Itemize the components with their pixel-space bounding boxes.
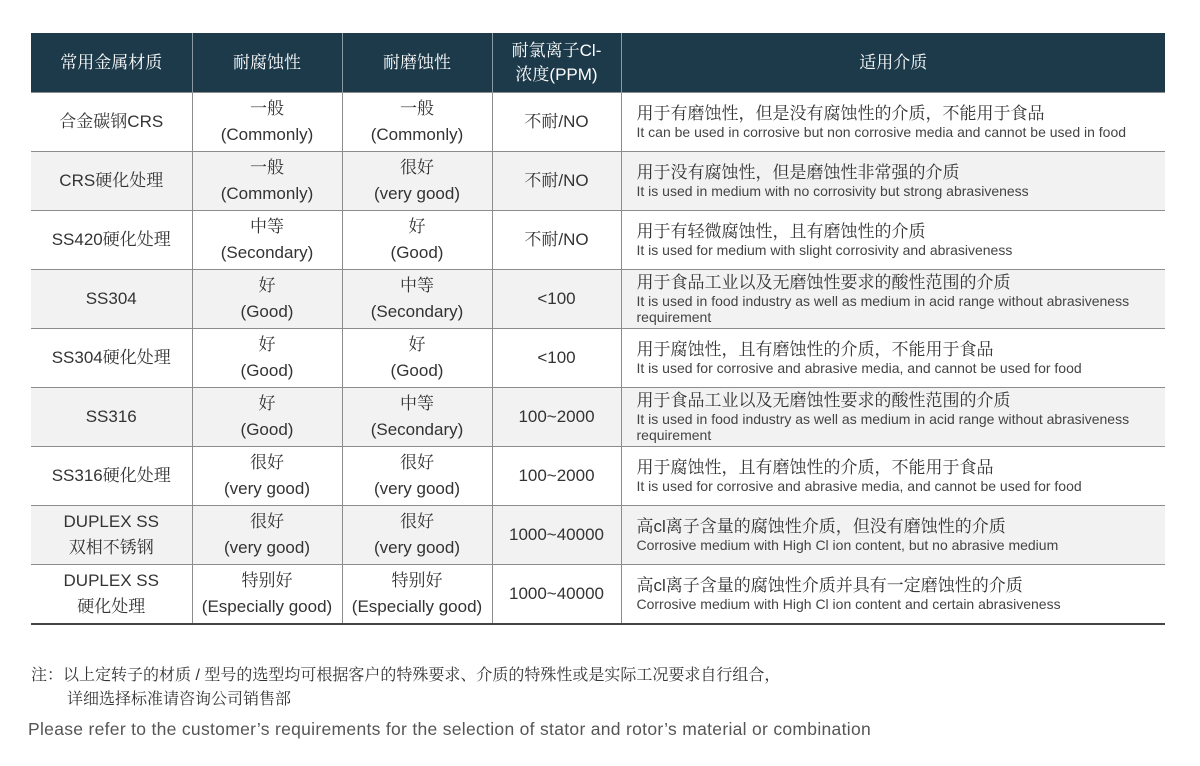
cell-text: 很好 bbox=[250, 453, 284, 472]
cell-text: (Secondary) bbox=[370, 420, 464, 439]
media-chinese: 用于腐蚀性，且有磨蚀性的介质，不能用于食品 bbox=[636, 340, 994, 359]
note-english: Please refer to the customer’s requirements for the selection of stator and rotor’s material or combination bbox=[28, 719, 872, 739]
cell-text: 中等 bbox=[250, 217, 284, 236]
column-header-applicable-media: 适用介质 bbox=[621, 33, 1165, 93]
note-line-2: 详细选择标准请咨询公司销售部 bbox=[67, 691, 292, 708]
cell-text: 一般 bbox=[250, 158, 284, 177]
media-cell bbox=[621, 565, 1165, 625]
cell-text: 中等 bbox=[400, 276, 434, 295]
cell-text: SS316 bbox=[85, 407, 137, 426]
media-chinese: 用于食品工业以及无磨蚀性要求的酸性范围的介质 bbox=[636, 391, 1011, 410]
media-english: It is used in food industry as well as medium in acid range without abrasiveness requirement bbox=[636, 293, 1130, 325]
media-chinese: 用于没有腐蚀性，但是磨蚀性非常强的介质 bbox=[636, 163, 960, 182]
table-row bbox=[31, 565, 1165, 625]
cell-text: DUPLEX SS bbox=[63, 571, 159, 590]
cell-text: 好 bbox=[258, 335, 276, 354]
media-cell bbox=[621, 152, 1165, 211]
abrasion-cell bbox=[342, 565, 492, 625]
abrasion-cell bbox=[342, 447, 492, 506]
column-header-material: 常用金属材质 bbox=[31, 33, 192, 93]
cell-text: (Good) bbox=[390, 243, 444, 262]
table-row bbox=[31, 447, 1165, 506]
corrosion-cell bbox=[192, 211, 342, 270]
column-header-abrasion-resistance: 耐磨蚀性 bbox=[342, 33, 492, 93]
media-english: It is used for corrosive and abrasive media, and cannot be used for food bbox=[636, 360, 1082, 376]
abrasion-cell bbox=[342, 388, 492, 447]
abrasion-cell bbox=[342, 152, 492, 211]
material-cell bbox=[31, 93, 192, 152]
cell-text: 很好 bbox=[400, 453, 434, 472]
note-line-1: 注：以上定转子的材质 / 型号的选型均可根据客户的特殊要求、介质的特殊性或是实际工况要求自行组合， bbox=[31, 667, 781, 684]
abrasion-cell bbox=[342, 93, 492, 152]
media-chinese: 用于腐蚀性，且有磨蚀性的介质，不能用于食品 bbox=[636, 458, 994, 477]
material-cell bbox=[31, 329, 192, 388]
abrasion-cell bbox=[342, 211, 492, 270]
cell-text: 一般 bbox=[400, 99, 434, 118]
corrosion-cell bbox=[192, 152, 342, 211]
media-chinese: 用于有轻微腐蚀性，且有磨蚀性的介质 bbox=[636, 222, 926, 241]
cell-text: (Good) bbox=[240, 420, 294, 439]
material-cell bbox=[31, 506, 192, 565]
material-cell bbox=[31, 152, 192, 211]
chloride-cell: 不耐/NO bbox=[492, 211, 621, 270]
corrosion-cell bbox=[192, 93, 342, 152]
abrasion-cell bbox=[342, 329, 492, 388]
cell-text: 好 bbox=[258, 394, 276, 413]
media-english: It is used for medium with slight corrosivity and abrasiveness bbox=[636, 242, 1013, 258]
column-header-corrosion-resistance: 耐腐蚀性 bbox=[192, 33, 342, 93]
cell-text: 双相不锈钢 bbox=[68, 538, 154, 557]
cell-text: (Especially good) bbox=[351, 597, 483, 616]
cell-text: (Secondary) bbox=[370, 302, 464, 321]
media-english: Corrosive medium with High Cl ion content and certain abrasiveness bbox=[636, 596, 1061, 612]
cell-text: (very good) bbox=[224, 479, 310, 498]
media-cell bbox=[621, 93, 1165, 152]
media-cell bbox=[621, 506, 1165, 565]
table-row bbox=[31, 211, 1165, 270]
chloride-cell: 1000~40000 bbox=[492, 565, 621, 625]
chloride-cell: 不耐/NO bbox=[492, 93, 621, 152]
chloride-cell: <100 bbox=[492, 329, 621, 388]
cell-text: 中等 bbox=[400, 394, 434, 413]
cell-text: (Good) bbox=[240, 361, 294, 380]
media-chinese: 高cl离子含量的腐蚀性介质，但没有磨蚀性的介质 bbox=[636, 517, 1006, 536]
cell-text: (Especially good) bbox=[201, 597, 333, 616]
media-cell bbox=[621, 329, 1165, 388]
table-row bbox=[31, 388, 1165, 447]
media-english: It is used in food industry as well as medium in acid range without abrasiveness requirement bbox=[636, 411, 1130, 443]
cell-text: (Good) bbox=[240, 302, 294, 321]
media-cell bbox=[621, 270, 1165, 329]
media-chinese: 用于有磨蚀性，但是没有腐蚀性的介质，不能用于食品 bbox=[636, 104, 1045, 123]
media-cell bbox=[621, 211, 1165, 270]
cell-text: CRS硬化处理 bbox=[59, 171, 164, 190]
material-cell bbox=[31, 565, 192, 625]
abrasion-cell bbox=[342, 270, 492, 329]
cell-text: SS420硬化处理 bbox=[51, 230, 171, 249]
table-header-row bbox=[31, 33, 1165, 93]
cell-text: 好 bbox=[408, 335, 426, 354]
media-cell bbox=[621, 447, 1165, 506]
cell-text: (very good) bbox=[374, 538, 460, 557]
note-chinese bbox=[31, 664, 780, 712]
material-cell bbox=[31, 388, 192, 447]
cell-text: (Commonly) bbox=[220, 184, 314, 203]
chloride-cell: 不耐/NO bbox=[492, 152, 621, 211]
table-row bbox=[31, 152, 1165, 211]
corrosion-cell bbox=[192, 329, 342, 388]
table-row bbox=[31, 329, 1165, 388]
cell-text: 好 bbox=[258, 276, 276, 295]
chloride-cell: 100~2000 bbox=[492, 388, 621, 447]
corrosion-cell bbox=[192, 270, 342, 329]
cell-text: 很好 bbox=[400, 158, 434, 177]
cell-text: 合金碳钢CRS bbox=[59, 112, 164, 131]
media-chinese: 用于食品工业以及无磨蚀性要求的酸性范围的介质 bbox=[636, 273, 1011, 292]
cell-text: (Secondary) bbox=[220, 243, 314, 262]
cell-text: SS316硬化处理 bbox=[51, 466, 171, 485]
cell-text: (Commonly) bbox=[370, 125, 464, 144]
corrosion-cell bbox=[192, 506, 342, 565]
corrosion-cell bbox=[192, 565, 342, 625]
chloride-cell: 100~2000 bbox=[492, 447, 621, 506]
cell-text: 特别好 bbox=[241, 571, 293, 590]
corrosion-cell bbox=[192, 388, 342, 447]
media-english: Corrosive medium with High Cl ion content, but no abrasive medium bbox=[636, 537, 1059, 553]
cell-text: 好 bbox=[408, 217, 426, 236]
chloride-cell: 1000~40000 bbox=[492, 506, 621, 565]
material-cell bbox=[31, 211, 192, 270]
cell-text: (very good) bbox=[224, 538, 310, 557]
abrasion-cell bbox=[342, 506, 492, 565]
cell-text: (Good) bbox=[390, 361, 444, 380]
cell-text: (very good) bbox=[374, 479, 460, 498]
cell-text: 一般 bbox=[250, 99, 284, 118]
media-english: It is used for corrosive and abrasive media, and cannot be used for food bbox=[636, 478, 1082, 494]
cell-text: SS304 bbox=[85, 289, 137, 308]
table-row bbox=[31, 93, 1165, 152]
column-header-chloride-concentration: 耐氯离子Cl- 浓度(PPM) bbox=[492, 33, 621, 93]
corrosion-cell bbox=[192, 447, 342, 506]
material-cell bbox=[31, 447, 192, 506]
cell-text: (Commonly) bbox=[220, 125, 314, 144]
media-english: It can be used in corrosive but non corrosive media and cannot be used in food bbox=[636, 124, 1127, 140]
cell-text: 很好 bbox=[400, 512, 434, 531]
material-table bbox=[31, 33, 1165, 625]
table-row bbox=[31, 506, 1165, 565]
chloride-cell: <100 bbox=[492, 270, 621, 329]
cell-text: (very good) bbox=[374, 184, 460, 203]
cell-text: DUPLEX SS bbox=[63, 512, 159, 531]
cell-text: 硬化处理 bbox=[77, 597, 146, 616]
media-english: It is used in medium with no corrosivity but strong abrasiveness bbox=[636, 183, 1029, 199]
cell-text: 特别好 bbox=[391, 571, 443, 590]
cell-text: 很好 bbox=[250, 512, 284, 531]
material-cell bbox=[31, 270, 192, 329]
cell-text: SS304硬化处理 bbox=[51, 348, 171, 367]
media-chinese: 高cl离子含量的腐蚀性介质并具有一定磨蚀性的介质 bbox=[636, 576, 1023, 595]
media-cell bbox=[621, 388, 1165, 447]
table-row bbox=[31, 270, 1165, 329]
